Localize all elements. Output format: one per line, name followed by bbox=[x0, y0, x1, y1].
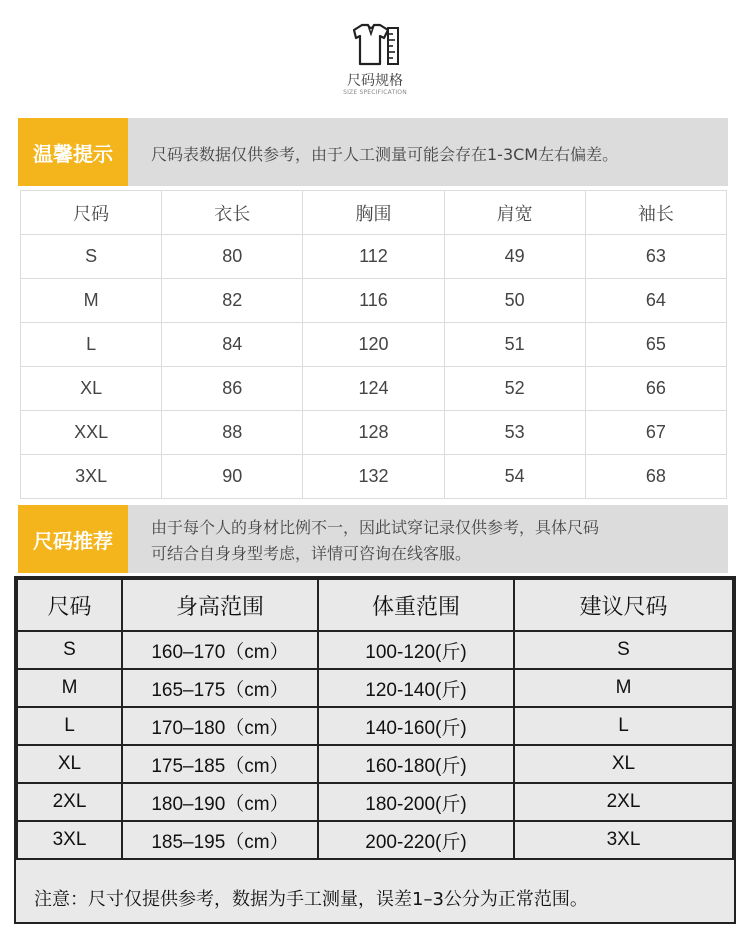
table-row bbox=[21, 323, 727, 367]
table-cell: 200-220(斤) bbox=[318, 821, 514, 859]
table-row bbox=[21, 411, 727, 455]
recommend-banner bbox=[18, 505, 728, 573]
table-cell: 65 bbox=[585, 323, 726, 367]
table-cell: 84 bbox=[162, 323, 303, 367]
table-cell: S bbox=[17, 631, 122, 669]
table-header-row bbox=[17, 579, 733, 631]
table-cell: 88 bbox=[162, 411, 303, 455]
recommend-text-line: 由于每个人的身材比例不一，因此试穿记录仅供参考，具体尺码 bbox=[151, 518, 600, 537]
header-cell: 袖长 bbox=[585, 191, 726, 235]
table-cell: 100-120(斤) bbox=[318, 631, 514, 669]
table-cell: 2XL bbox=[514, 783, 733, 821]
table-cell: 66 bbox=[585, 367, 726, 411]
table-cell: 82 bbox=[162, 279, 303, 323]
table-cell: 54 bbox=[444, 455, 585, 499]
table-cell: 120 bbox=[303, 323, 444, 367]
table-cell: 132 bbox=[303, 455, 444, 499]
table-cell: L bbox=[21, 323, 162, 367]
header-cell: 身高范围 bbox=[122, 579, 318, 631]
table-cell: 180-200(斤) bbox=[318, 783, 514, 821]
table-cell: 52 bbox=[444, 367, 585, 411]
table-cell: 116 bbox=[303, 279, 444, 323]
table-row bbox=[17, 783, 733, 821]
page-header bbox=[0, 0, 750, 110]
recommend-text bbox=[151, 515, 599, 567]
footnote: 注意：尺寸仅提供参考，数据为手工测量，误差1–3公分为正常范围。 bbox=[34, 889, 588, 910]
table-row bbox=[17, 669, 733, 707]
header-cell: 胸围 bbox=[303, 191, 444, 235]
table-cell: 140-160(斤) bbox=[318, 707, 514, 745]
table-header-row bbox=[21, 191, 727, 235]
table-row bbox=[17, 745, 733, 783]
table-cell: 64 bbox=[585, 279, 726, 323]
table-cell: 170–180（cm） bbox=[122, 707, 318, 745]
table-cell: 160–170（cm） bbox=[122, 631, 318, 669]
recommend-table bbox=[16, 578, 734, 860]
table-cell: 68 bbox=[585, 455, 726, 499]
header-cell: 建议尺码 bbox=[514, 579, 733, 631]
header-cell: 尺码 bbox=[17, 579, 122, 631]
table-cell: S bbox=[514, 631, 733, 669]
recommend-table-panel bbox=[14, 576, 736, 924]
page-subtitle: SIZE SPECIFICATION bbox=[343, 89, 407, 96]
table-cell: 128 bbox=[303, 411, 444, 455]
table-cell: 180–190（cm） bbox=[122, 783, 318, 821]
table-row bbox=[21, 279, 727, 323]
table-cell: 51 bbox=[444, 323, 585, 367]
table-row bbox=[21, 235, 727, 279]
table-cell: 120-140(斤) bbox=[318, 669, 514, 707]
tip-tag: 温馨提示 bbox=[18, 118, 128, 186]
tip-banner bbox=[18, 118, 728, 186]
table-cell: 3XL bbox=[514, 821, 733, 859]
table-cell: 86 bbox=[162, 367, 303, 411]
table-row bbox=[21, 455, 727, 499]
table-cell: 2XL bbox=[17, 783, 122, 821]
table-cell: 50 bbox=[444, 279, 585, 323]
recommend-text-line: 可结合自身身型考虑，详情可咨询在线客服。 bbox=[151, 544, 472, 563]
table-cell: 112 bbox=[303, 235, 444, 279]
table-cell: M bbox=[21, 279, 162, 323]
tip-text: 尺码表数据仅供参考，由于人工测量可能会存在1-3CM左右偏差。 bbox=[151, 145, 619, 164]
table-cell: XL bbox=[17, 745, 122, 783]
table-cell: L bbox=[17, 707, 122, 745]
table-cell: M bbox=[514, 669, 733, 707]
header-cell: 体重范围 bbox=[318, 579, 514, 631]
recommend-tag: 尺码推荐 bbox=[18, 505, 128, 573]
table-cell: XXL bbox=[21, 411, 162, 455]
table-row bbox=[21, 367, 727, 411]
measurement-table bbox=[20, 190, 727, 499]
table-cell: 124 bbox=[303, 367, 444, 411]
table-cell: L bbox=[514, 707, 733, 745]
table-cell: 49 bbox=[444, 235, 585, 279]
table-cell: M bbox=[17, 669, 122, 707]
table-row bbox=[17, 631, 733, 669]
table-cell: XL bbox=[21, 367, 162, 411]
header-cell: 衣长 bbox=[162, 191, 303, 235]
header-cell: 尺码 bbox=[21, 191, 162, 235]
header-cell: 肩宽 bbox=[444, 191, 585, 235]
table-row bbox=[17, 821, 733, 859]
table-cell: 3XL bbox=[21, 455, 162, 499]
table-cell: 67 bbox=[585, 411, 726, 455]
table-cell: 175–185（cm） bbox=[122, 745, 318, 783]
table-cell: XL bbox=[514, 745, 733, 783]
table-cell: 3XL bbox=[17, 821, 122, 859]
table-cell: 185–195（cm） bbox=[122, 821, 318, 859]
table-cell: 160-180(斤) bbox=[318, 745, 514, 783]
table-cell: 165–175（cm） bbox=[122, 669, 318, 707]
table-cell: S bbox=[21, 235, 162, 279]
table-row bbox=[17, 707, 733, 745]
table-cell: 80 bbox=[162, 235, 303, 279]
shirt-ruler-icon bbox=[346, 22, 402, 68]
table-cell: 63 bbox=[585, 235, 726, 279]
table-cell: 90 bbox=[162, 455, 303, 499]
page-title: 尺码规格 bbox=[347, 73, 403, 89]
table-cell: 53 bbox=[444, 411, 585, 455]
